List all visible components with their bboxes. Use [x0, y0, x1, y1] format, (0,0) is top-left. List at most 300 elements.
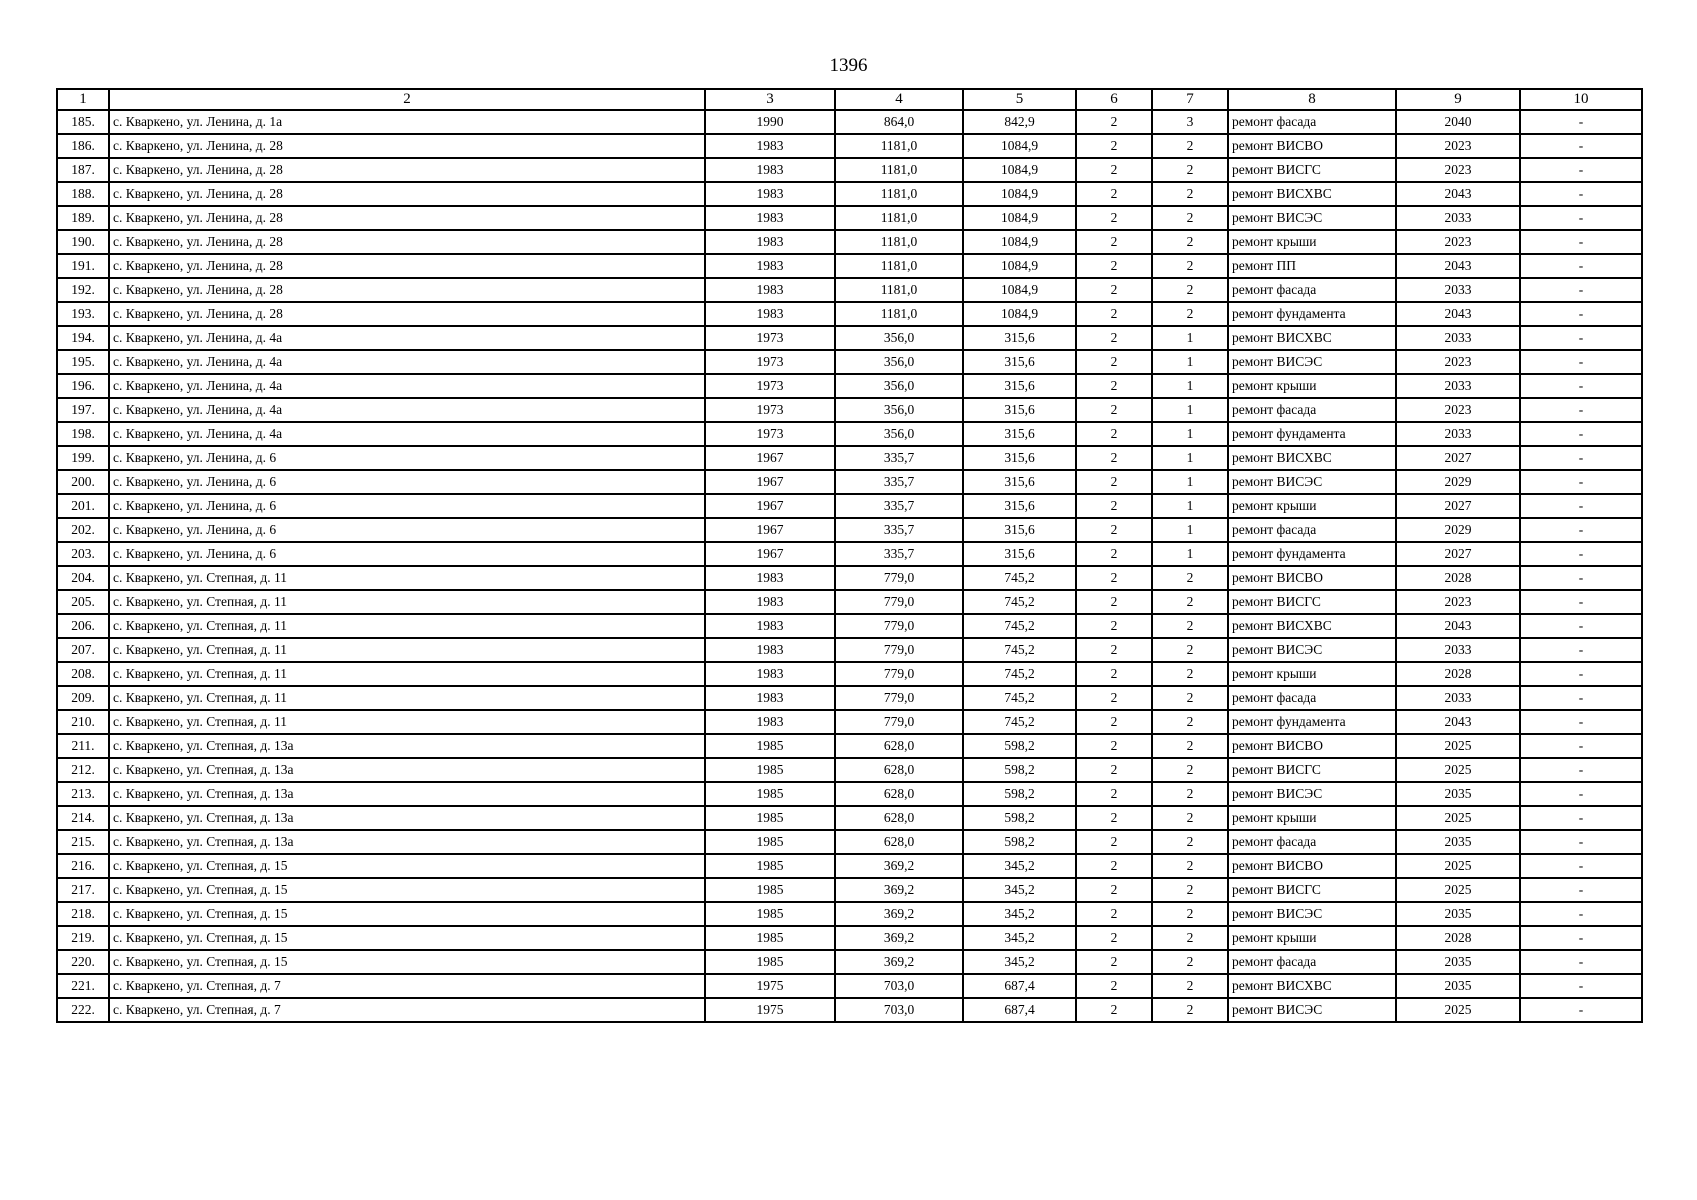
cell-floors: 2 — [1076, 158, 1152, 182]
cell-floors: 2 — [1076, 374, 1152, 398]
cell-build-year: 1973 — [705, 398, 835, 422]
cell-planned-year: 2023 — [1396, 230, 1520, 254]
table-row — [57, 662, 1642, 686]
cell-work-type: ремонт ВИСЭС — [1228, 638, 1396, 662]
cell-build-year: 1983 — [705, 710, 835, 734]
cell-row-number: 189. — [57, 206, 109, 230]
cell-living-area: 1084,9 — [963, 278, 1076, 302]
cell-floors: 2 — [1076, 590, 1152, 614]
cell-row-number: 211. — [57, 734, 109, 758]
repair-schedule-table — [56, 88, 1643, 1023]
cell-entrances: 2 — [1152, 998, 1228, 1022]
cell-living-area: 345,2 — [963, 950, 1076, 974]
table-row — [57, 710, 1642, 734]
cell-build-year: 1983 — [705, 158, 835, 182]
cell-planned-year: 2028 — [1396, 662, 1520, 686]
cell-living-area: 345,2 — [963, 878, 1076, 902]
cell-planned-year: 2029 — [1396, 470, 1520, 494]
cell-total-area: 1181,0 — [835, 206, 963, 230]
cell-planned-year: 2023 — [1396, 398, 1520, 422]
cell-address: с. Кваркено, ул. Ленина, д. 28 — [109, 182, 705, 206]
cell-row-number: 190. — [57, 230, 109, 254]
cell-living-area: 745,2 — [963, 590, 1076, 614]
cell-row-number: 193. — [57, 302, 109, 326]
table-row — [57, 542, 1642, 566]
cell-address: с. Кваркено, ул. Ленина, д. 28 — [109, 278, 705, 302]
table-row — [57, 926, 1642, 950]
cell-address: с. Кваркено, ул. Степная, д. 15 — [109, 902, 705, 926]
cell-total-area: 356,0 — [835, 326, 963, 350]
page-number: 1396 — [829, 55, 868, 76]
cell-row-number: 218. — [57, 902, 109, 926]
cell-build-year: 1983 — [705, 182, 835, 206]
cell-build-year: 1985 — [705, 854, 835, 878]
cell-note: - — [1520, 230, 1642, 254]
cell-work-type: ремонт фундамента — [1228, 302, 1396, 326]
cell-address: с. Кваркено, ул. Ленина, д. 4а — [109, 422, 705, 446]
cell-work-type: ремонт крыши — [1228, 374, 1396, 398]
cell-note: - — [1520, 542, 1642, 566]
cell-entrances: 2 — [1152, 230, 1228, 254]
cell-row-number: 192. — [57, 278, 109, 302]
cell-floors: 2 — [1076, 206, 1152, 230]
cell-note: - — [1520, 350, 1642, 374]
cell-entrances: 2 — [1152, 830, 1228, 854]
cell-note: - — [1520, 254, 1642, 278]
cell-build-year: 1973 — [705, 326, 835, 350]
cell-floors: 2 — [1076, 662, 1152, 686]
cell-floors: 2 — [1076, 350, 1152, 374]
cell-entrances: 2 — [1152, 182, 1228, 206]
cell-entrances: 2 — [1152, 710, 1228, 734]
cell-floors: 2 — [1076, 710, 1152, 734]
cell-work-type: ремонт ВИСХВС — [1228, 446, 1396, 470]
cell-work-type: ремонт крыши — [1228, 806, 1396, 830]
cell-floors: 2 — [1076, 398, 1152, 422]
cell-entrances: 2 — [1152, 758, 1228, 782]
table-row — [57, 182, 1642, 206]
cell-address: с. Кваркено, ул. Ленина, д. 28 — [109, 302, 705, 326]
cell-row-number: 194. — [57, 326, 109, 350]
cell-build-year: 1985 — [705, 806, 835, 830]
cell-build-year: 1975 — [705, 974, 835, 998]
cell-living-area: 1084,9 — [963, 302, 1076, 326]
cell-floors: 2 — [1076, 758, 1152, 782]
cell-living-area: 598,2 — [963, 830, 1076, 854]
cell-work-type: ремонт фундамента — [1228, 542, 1396, 566]
cell-address: с. Кваркено, ул. Степная, д. 11 — [109, 566, 705, 590]
cell-build-year: 1985 — [705, 758, 835, 782]
cell-row-number: 188. — [57, 182, 109, 206]
cell-work-type: ремонт ВИСВО — [1228, 566, 1396, 590]
cell-note: - — [1520, 734, 1642, 758]
cell-address: с. Кваркено, ул. Ленина, д. 28 — [109, 158, 705, 182]
cell-entrances: 1 — [1152, 350, 1228, 374]
cell-planned-year: 2023 — [1396, 134, 1520, 158]
cell-entrances: 1 — [1152, 470, 1228, 494]
cell-build-year: 1973 — [705, 350, 835, 374]
cell-work-type: ремонт ВИСГС — [1228, 758, 1396, 782]
cell-address: с. Кваркено, ул. Ленина, д. 28 — [109, 230, 705, 254]
cell-entrances: 3 — [1152, 110, 1228, 134]
cell-floors: 2 — [1076, 686, 1152, 710]
cell-address: с. Кваркено, ул. Степная, д. 15 — [109, 878, 705, 902]
table-row — [57, 974, 1642, 998]
cell-note: - — [1520, 950, 1642, 974]
cell-note: - — [1520, 110, 1642, 134]
table-row — [57, 782, 1642, 806]
cell-entrances: 2 — [1152, 134, 1228, 158]
cell-address: с. Кваркено, ул. Степная, д. 13а — [109, 830, 705, 854]
cell-floors: 2 — [1076, 422, 1152, 446]
cell-note: - — [1520, 374, 1642, 398]
cell-build-year: 1983 — [705, 614, 835, 638]
cell-build-year: 1983 — [705, 206, 835, 230]
cell-living-area: 842,9 — [963, 110, 1076, 134]
cell-build-year: 1983 — [705, 254, 835, 278]
cell-planned-year: 2035 — [1396, 782, 1520, 806]
column-header-7: 7 — [1152, 89, 1228, 110]
cell-work-type: ремонт ВИСЭС — [1228, 350, 1396, 374]
cell-address: с. Кваркено, ул. Ленина, д. 28 — [109, 206, 705, 230]
cell-living-area: 315,6 — [963, 446, 1076, 470]
column-header-2: 2 — [109, 89, 705, 110]
cell-floors: 2 — [1076, 302, 1152, 326]
cell-address: с. Кваркено, ул. Степная, д. 15 — [109, 926, 705, 950]
cell-work-type: ремонт фасада — [1228, 398, 1396, 422]
cell-floors: 2 — [1076, 518, 1152, 542]
cell-planned-year: 2040 — [1396, 110, 1520, 134]
cell-total-area: 628,0 — [835, 758, 963, 782]
cell-address: с. Кваркено, ул. Степная, д. 13а — [109, 806, 705, 830]
cell-floors: 2 — [1076, 782, 1152, 806]
cell-floors: 2 — [1076, 566, 1152, 590]
cell-build-year: 1983 — [705, 638, 835, 662]
cell-entrances: 1 — [1152, 374, 1228, 398]
table-row — [57, 518, 1642, 542]
cell-planned-year: 2043 — [1396, 182, 1520, 206]
cell-entrances: 1 — [1152, 422, 1228, 446]
cell-floors: 2 — [1076, 806, 1152, 830]
cell-living-area: 1084,9 — [963, 182, 1076, 206]
cell-planned-year: 2027 — [1396, 446, 1520, 470]
cell-living-area: 745,2 — [963, 686, 1076, 710]
cell-address: с. Кваркено, ул. Ленина, д. 6 — [109, 518, 705, 542]
cell-living-area: 745,2 — [963, 638, 1076, 662]
cell-living-area: 315,6 — [963, 494, 1076, 518]
cell-row-number: 219. — [57, 926, 109, 950]
cell-build-year: 1983 — [705, 590, 835, 614]
cell-total-area: 779,0 — [835, 614, 963, 638]
cell-address: с. Кваркено, ул. Степная, д. 11 — [109, 710, 705, 734]
cell-total-area: 1181,0 — [835, 254, 963, 278]
cell-work-type: ремонт крыши — [1228, 494, 1396, 518]
table-row — [57, 446, 1642, 470]
cell-total-area: 369,2 — [835, 926, 963, 950]
cell-row-number: 205. — [57, 590, 109, 614]
cell-entrances: 2 — [1152, 590, 1228, 614]
cell-row-number: 214. — [57, 806, 109, 830]
table-row — [57, 854, 1642, 878]
cell-row-number: 196. — [57, 374, 109, 398]
cell-address: с. Кваркено, ул. Ленина, д. 6 — [109, 494, 705, 518]
table-row — [57, 326, 1642, 350]
cell-total-area: 779,0 — [835, 686, 963, 710]
cell-floors: 2 — [1076, 926, 1152, 950]
column-header-10: 10 — [1520, 89, 1642, 110]
cell-planned-year: 2043 — [1396, 302, 1520, 326]
cell-living-area: 1084,9 — [963, 254, 1076, 278]
cell-note: - — [1520, 182, 1642, 206]
cell-entrances: 2 — [1152, 782, 1228, 806]
column-header-9: 9 — [1396, 89, 1520, 110]
table-row — [57, 110, 1642, 134]
cell-work-type: ремонт крыши — [1228, 662, 1396, 686]
table-row — [57, 206, 1642, 230]
cell-total-area: 864,0 — [835, 110, 963, 134]
cell-work-type: ремонт крыши — [1228, 230, 1396, 254]
cell-build-year: 1983 — [705, 302, 835, 326]
table-row — [57, 374, 1642, 398]
cell-entrances: 2 — [1152, 806, 1228, 830]
cell-row-number: 187. — [57, 158, 109, 182]
cell-total-area: 628,0 — [835, 830, 963, 854]
table-row — [57, 902, 1642, 926]
table-row — [57, 422, 1642, 446]
cell-address: с. Кваркено, ул. Степная, д. 15 — [109, 950, 705, 974]
cell-planned-year: 2035 — [1396, 902, 1520, 926]
table-row — [57, 302, 1642, 326]
cell-total-area: 779,0 — [835, 566, 963, 590]
cell-planned-year: 2043 — [1396, 254, 1520, 278]
cell-living-area: 598,2 — [963, 806, 1076, 830]
cell-living-area: 315,6 — [963, 398, 1076, 422]
table-row — [57, 494, 1642, 518]
cell-row-number: 215. — [57, 830, 109, 854]
table-row — [57, 590, 1642, 614]
cell-entrances: 2 — [1152, 686, 1228, 710]
cell-build-year: 1967 — [705, 494, 835, 518]
cell-build-year: 1985 — [705, 902, 835, 926]
cell-planned-year: 2033 — [1396, 206, 1520, 230]
cell-floors: 2 — [1076, 182, 1152, 206]
cell-planned-year: 2033 — [1396, 422, 1520, 446]
cell-note: - — [1520, 302, 1642, 326]
cell-note: - — [1520, 206, 1642, 230]
cell-living-area: 745,2 — [963, 662, 1076, 686]
cell-floors: 2 — [1076, 470, 1152, 494]
table-row — [57, 878, 1642, 902]
cell-entrances: 1 — [1152, 446, 1228, 470]
cell-total-area: 628,0 — [835, 782, 963, 806]
cell-build-year: 1985 — [705, 734, 835, 758]
cell-living-area: 1084,9 — [963, 206, 1076, 230]
cell-row-number: 186. — [57, 134, 109, 158]
cell-work-type: ремонт ВИСХВС — [1228, 974, 1396, 998]
cell-floors: 2 — [1076, 134, 1152, 158]
cell-total-area: 779,0 — [835, 590, 963, 614]
cell-note: - — [1520, 638, 1642, 662]
cell-address: с. Кваркено, ул. Ленина, д. 4а — [109, 350, 705, 374]
cell-row-number: 185. — [57, 110, 109, 134]
cell-work-type: ремонт фундамента — [1228, 710, 1396, 734]
cell-note: - — [1520, 614, 1642, 638]
cell-row-number: 210. — [57, 710, 109, 734]
cell-planned-year: 2028 — [1396, 926, 1520, 950]
cell-entrances: 2 — [1152, 158, 1228, 182]
cell-work-type: ремонт фасада — [1228, 950, 1396, 974]
cell-work-type: ремонт ВИСВО — [1228, 134, 1396, 158]
cell-living-area: 315,6 — [963, 350, 1076, 374]
cell-address: с. Кваркено, ул. Степная, д. 15 — [109, 854, 705, 878]
cell-address: с. Кваркено, ул. Ленина, д. 4а — [109, 326, 705, 350]
cell-floors: 2 — [1076, 278, 1152, 302]
column-header-5: 5 — [963, 89, 1076, 110]
cell-address: с. Кваркено, ул. Степная, д. 11 — [109, 686, 705, 710]
table-body — [57, 110, 1642, 1022]
cell-living-area: 315,6 — [963, 518, 1076, 542]
cell-planned-year: 2033 — [1396, 374, 1520, 398]
cell-planned-year: 2035 — [1396, 830, 1520, 854]
cell-work-type: ремонт ВИСЭС — [1228, 206, 1396, 230]
table-row — [57, 158, 1642, 182]
cell-build-year: 1973 — [705, 374, 835, 398]
table-row — [57, 566, 1642, 590]
table-row — [57, 470, 1642, 494]
cell-planned-year: 2023 — [1396, 590, 1520, 614]
cell-build-year: 1983 — [705, 662, 835, 686]
cell-address: с. Кваркено, ул. Ленина, д. 4а — [109, 398, 705, 422]
cell-entrances: 1 — [1152, 494, 1228, 518]
cell-work-type: ремонт ВИСГС — [1228, 590, 1396, 614]
cell-address: с. Кваркено, ул. Ленина, д. 6 — [109, 446, 705, 470]
cell-build-year: 1967 — [705, 518, 835, 542]
cell-address: с. Кваркено, ул. Степная, д. 11 — [109, 662, 705, 686]
cell-row-number: 204. — [57, 566, 109, 590]
cell-living-area: 345,2 — [963, 854, 1076, 878]
cell-work-type: ремонт крыши — [1228, 926, 1396, 950]
cell-total-area: 356,0 — [835, 398, 963, 422]
cell-row-number: 208. — [57, 662, 109, 686]
cell-total-area: 335,7 — [835, 542, 963, 566]
cell-work-type: ремонт ВИСЭС — [1228, 782, 1396, 806]
cell-entrances: 2 — [1152, 926, 1228, 950]
cell-note: - — [1520, 926, 1642, 950]
cell-row-number: 212. — [57, 758, 109, 782]
cell-build-year: 1983 — [705, 278, 835, 302]
cell-living-area: 745,2 — [963, 566, 1076, 590]
cell-row-number: 202. — [57, 518, 109, 542]
cell-work-type: ремонт фасада — [1228, 830, 1396, 854]
cell-total-area: 628,0 — [835, 806, 963, 830]
cell-entrances: 2 — [1152, 614, 1228, 638]
cell-planned-year: 2025 — [1396, 806, 1520, 830]
cell-work-type: ремонт фасада — [1228, 686, 1396, 710]
cell-address: с. Кваркено, ул. Ленина, д. 4а — [109, 374, 705, 398]
cell-note: - — [1520, 590, 1642, 614]
cell-total-area: 779,0 — [835, 710, 963, 734]
cell-floors: 2 — [1076, 542, 1152, 566]
cell-build-year: 1983 — [705, 566, 835, 590]
cell-work-type: ремонт ВИСВО — [1228, 734, 1396, 758]
cell-total-area: 335,7 — [835, 494, 963, 518]
cell-address: с. Кваркено, ул. Ленина, д. 6 — [109, 542, 705, 566]
cell-build-year: 1967 — [705, 470, 835, 494]
cell-row-number: 206. — [57, 614, 109, 638]
cell-living-area: 315,6 — [963, 374, 1076, 398]
cell-address: с. Кваркено, ул. Степная, д. 13а — [109, 758, 705, 782]
cell-row-number: 213. — [57, 782, 109, 806]
cell-work-type: ремонт фасада — [1228, 278, 1396, 302]
cell-entrances: 2 — [1152, 878, 1228, 902]
cell-total-area: 369,2 — [835, 950, 963, 974]
cell-entrances: 2 — [1152, 902, 1228, 926]
header-row — [57, 89, 1642, 110]
cell-floors: 2 — [1076, 494, 1152, 518]
cell-living-area: 1084,9 — [963, 230, 1076, 254]
cell-total-area: 1181,0 — [835, 158, 963, 182]
cell-planned-year: 2029 — [1396, 518, 1520, 542]
column-header-4: 4 — [835, 89, 963, 110]
cell-living-area: 315,6 — [963, 542, 1076, 566]
cell-entrances: 2 — [1152, 638, 1228, 662]
cell-total-area: 356,0 — [835, 350, 963, 374]
cell-planned-year: 2025 — [1396, 854, 1520, 878]
cell-entrances: 2 — [1152, 734, 1228, 758]
table-row — [57, 734, 1642, 758]
cell-work-type: ремонт ВИСХВС — [1228, 614, 1396, 638]
cell-row-number: 195. — [57, 350, 109, 374]
cell-build-year: 1975 — [705, 998, 835, 1022]
cell-row-number: 221. — [57, 974, 109, 998]
cell-floors: 2 — [1076, 854, 1152, 878]
table-row — [57, 830, 1642, 854]
cell-note: - — [1520, 398, 1642, 422]
cell-row-number: 201. — [57, 494, 109, 518]
cell-planned-year: 2033 — [1396, 278, 1520, 302]
cell-entrances: 2 — [1152, 974, 1228, 998]
cell-total-area: 356,0 — [835, 422, 963, 446]
cell-floors: 2 — [1076, 230, 1152, 254]
cell-floors: 2 — [1076, 830, 1152, 854]
cell-entrances: 2 — [1152, 854, 1228, 878]
cell-address: с. Кваркено, ул. Степная, д. 11 — [109, 590, 705, 614]
cell-entrances: 1 — [1152, 398, 1228, 422]
cell-note: - — [1520, 782, 1642, 806]
cell-total-area: 369,2 — [835, 902, 963, 926]
cell-build-year: 1983 — [705, 134, 835, 158]
cell-total-area: 369,2 — [835, 854, 963, 878]
cell-total-area: 703,0 — [835, 974, 963, 998]
cell-living-area: 687,4 — [963, 998, 1076, 1022]
cell-planned-year: 2043 — [1396, 614, 1520, 638]
cell-build-year: 1990 — [705, 110, 835, 134]
cell-row-number: 191. — [57, 254, 109, 278]
cell-floors: 2 — [1076, 326, 1152, 350]
cell-note: - — [1520, 494, 1642, 518]
cell-floors: 2 — [1076, 446, 1152, 470]
cell-work-type: ремонт ВИСХВС — [1228, 326, 1396, 350]
cell-address: с. Кваркено, ул. Степная, д. 7 — [109, 998, 705, 1022]
cell-work-type: ремонт ВИСХВС — [1228, 182, 1396, 206]
cell-entrances: 1 — [1152, 542, 1228, 566]
cell-living-area: 345,2 — [963, 902, 1076, 926]
cell-row-number: 220. — [57, 950, 109, 974]
cell-work-type: ремонт ВИСВО — [1228, 854, 1396, 878]
cell-work-type: ремонт фундамента — [1228, 422, 1396, 446]
cell-work-type: ремонт ВИСЭС — [1228, 470, 1396, 494]
cell-build-year: 1985 — [705, 878, 835, 902]
